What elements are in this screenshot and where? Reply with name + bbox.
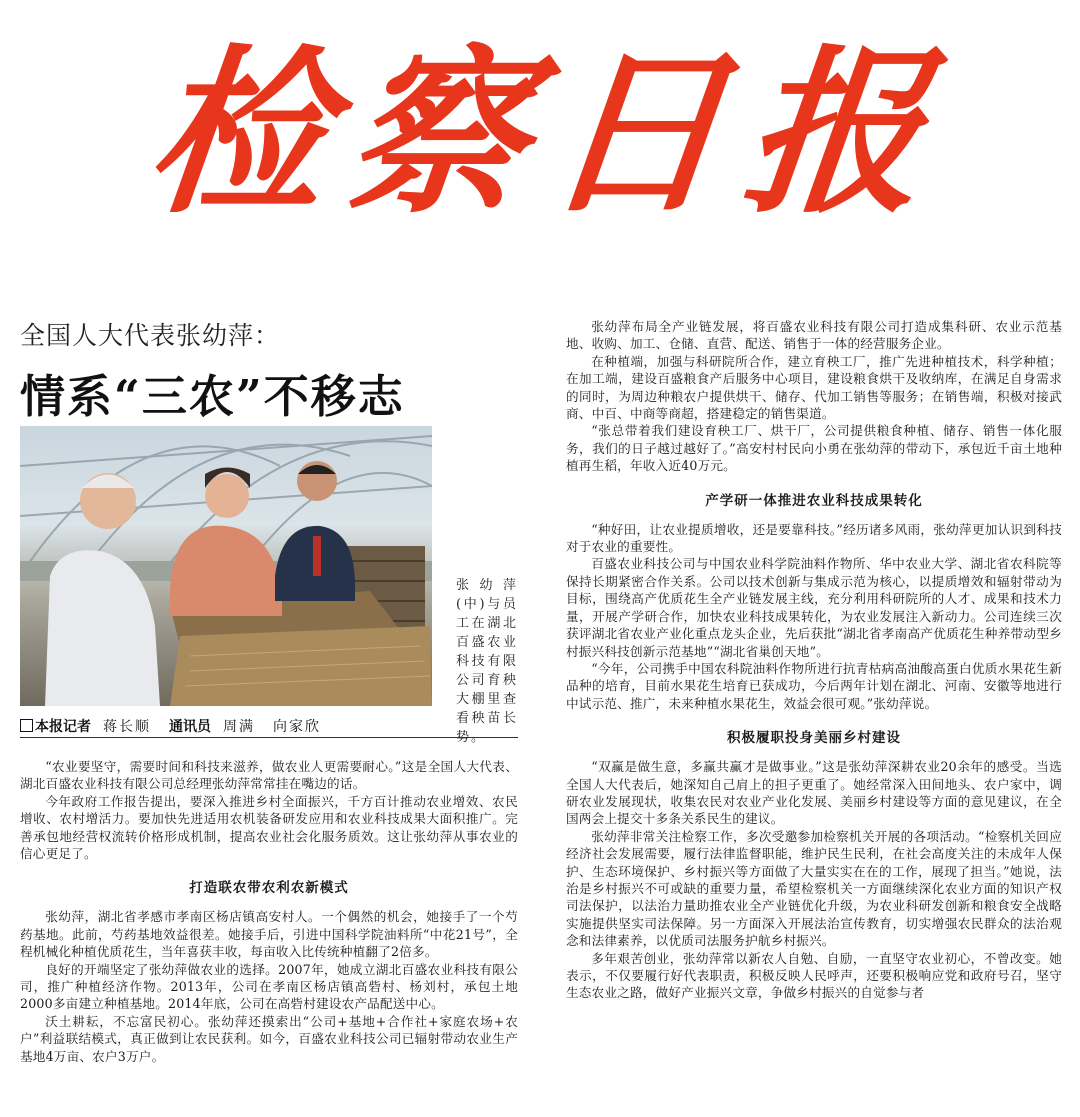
section-heading: 产学研一体推进农业科技成果转化 <box>705 492 923 509</box>
paragraph: 今年政府工作报告提出，要深入推进乡村全面振兴，千方百计推动农业增效、农民增收、农村增活力。要加快先进适用农机装备研发应用和农业科技成果大面积推广。完善承包地经营权流转价格形成机制，提高农业社会化服务质效。这让张幼萍从事农业的信心更足了。 <box>20 793 518 862</box>
paragraph: 百盛农业科技公司与中国农业科学院油料作物所、华中农业大学、湖北省农科院等保持长期紧密合作关系。公司以技术创新与集成示范为核心，以提质增效和辐射带动为目标，围绕高产优质花生全产业链发展主线，充分利用科研院所的人才、成果和技术力量，开展产学研合作，加快农业科技成果转化，为农业发展注入新动力。公司连续三次获评湖北省农业产业化重点龙头企业，先后获批“湖北省孝南高产优质花生种养带动型乡村振兴科技创新示范基地”“湖北省巢创天地”。 <box>566 556 1062 659</box>
correspondent-name: 周满 <box>223 719 255 735</box>
title-char-2: 察 <box>337 28 544 237</box>
paragraph: “今年，公司携手中国农科院油料作物所进行抗青枯病高油酸高蛋白优质水果花生新品种的培育，目前水果花生培育已获成功，今后两年计划在湖北、河南、安徽等地进行中试示范、推广，未来种植水果花生，效益会很可观。”张幼萍说。 <box>566 660 1062 711</box>
paragraph: 张幼萍非常关注检察工作，多次受邀参加检察机关开展的各项活动。“检察机关回应经济社会发展需要，履行法律监督职能，维护民生民利，在社会高度关注的未成年人保护、生态环境保护、乡村振兴等方面做了大量实实在在的工作，展现了担当。”她说，法治是乡村振兴不可或缺的重要力量，希望检察机关一方面继续深化农业方面的知识产权司法保护，以法治力量助推农业全产业链优化升级，为农业科研发创新和粮食安全战略实施提供坚实司法保障。另一方面深入开展法治宣传教育，切实增强农民群众的法治观念和法律素养，以优质司法服务护航乡村振兴。 <box>566 828 1062 949</box>
paragraph: 沃土耕耘，不忘富民初心。张幼萍还摸索出“公司+基地+合作社+家庭农场+农户”利益联结模式，真正做到让农民获利。如今，百盛农业科技公司已辐射带动农业生产基地4万亩、农户3万户。 <box>20 1013 518 1064</box>
title-char-3: 日 <box>536 28 743 237</box>
newspaper-title <box>139 18 942 248</box>
correspondent-label: 通讯员 <box>169 719 211 735</box>
byline-box-icon <box>20 719 33 732</box>
paragraph: 良好的开端坚定了张幼萍做农业的选择。2007年，她成立湖北百盛农业科技有限公司，推广种植经济作物。2013年，公司在孝南区杨店镇高砦村、杨刘村，承包土地2000多亩建立种植基地。2014年底，公司在高砦村建设农产品配送中心。 <box>20 961 518 1012</box>
byline <box>20 716 518 738</box>
reporter-label: 本报记者 <box>35 719 91 735</box>
section-heading: 打造联农带农利农新模式 <box>189 880 349 897</box>
photo-illustration <box>20 426 432 706</box>
reporter-name: 蒋长顺 <box>103 719 151 735</box>
paragraph: 在种植端，加强与科研院所合作，建立育秧工厂，推广先进种植技术，科学种植；在加工端，建设百盛粮食产后服务中心项目，建设粮食烘干及收纳库，在满足自身需求的同时，为周边种粮农户提供烘干、储存、代加工销售等服务；在销售端，积极对接武商、中百、中商等商超，搭建稳定的销售渠道。 <box>566 353 1062 422</box>
paragraph: “双赢是做生意，多赢共赢才是做事业。”这是张幼萍深耕农业20余年的感受。当选全国人大代表后，她深知自己肩上的担子更重了。她经常深入田间地头、农户家中，调研农业发展现状，收集农民对农业产业化发展、美丽乡村建设等方面的意见建议，在全国两会上提交十多条关系民生的建议。 <box>566 759 1062 827</box>
title-char-4: 报 <box>735 28 942 237</box>
masthead <box>0 0 1080 300</box>
body-left <box>20 758 518 1065</box>
section-heading: 积极履职投身美丽乡村建设 <box>727 730 901 747</box>
article-kicker: 全国人大代表张幼萍： <box>20 321 281 350</box>
body-right <box>566 318 1062 1002</box>
correspondent-name: 向家欣 <box>273 719 321 735</box>
paragraph: 张幼萍布局全产业链发展，将百盛农业科技有限公司打造成集科研、农业示范基地、收购、加工、仓储、直营、配送、销售于一体的经营服务企业。 <box>566 319 1062 352</box>
left-column <box>20 312 518 1064</box>
paragraph: “农业要坚守，需要时间和科技来滋养，做农业人更需要耐心。”这是全国人大代表、湖北百盛农业科技有限公司总经理张幼萍常常挂在嘴边的话。 <box>20 759 518 792</box>
title-char-1: 检 <box>139 28 346 237</box>
article-headline: 情系“三农”不移志 <box>20 370 405 423</box>
paragraph: 张幼萍，湖北省孝感市孝南区杨店镇高安村人。一个偶然的机会，她接手了一个芍药基地。此前，芍药基地效益很差。她接手后，引进中国科学院油料所“中花21号”，全程机械化种植优质花生，当年喜获丰收，每亩收入比传统种植翻了2倍多。 <box>20 909 518 960</box>
paragraph: “张总带着我们建设育秧工厂、烘干厂，公司提供粮食种植、储存、销售一体化服务，我们的日子越过越好了。”高安村村民向小勇在张幼萍的带动下，承包近千亩土地种植再生稻，年收入近40万元。 <box>566 423 1062 474</box>
greenhouse-photo <box>20 426 432 706</box>
photo-caption: 张幼萍(中)与员工在湖北百盛农业科技有限公司育秧大棚里查看秧苗长势。 <box>456 578 518 745</box>
paragraph: “种好田，让农业提质增收，还是要靠科技。”经历诸多风雨，张幼萍更加认识到科技对于农业的重要性。 <box>566 521 1062 555</box>
paragraph: 多年艰苦创业，张幼萍常以新农人自勉、自励，一直坚守农业初心，不曾改变。她表示，不仅要履行好代表职责，积极反映人民呼声，还要积极响应党和政府号召，坚守生态农业之路，做好产业振兴文章，争做乡村振兴的自觉参与者 <box>566 950 1062 1001</box>
